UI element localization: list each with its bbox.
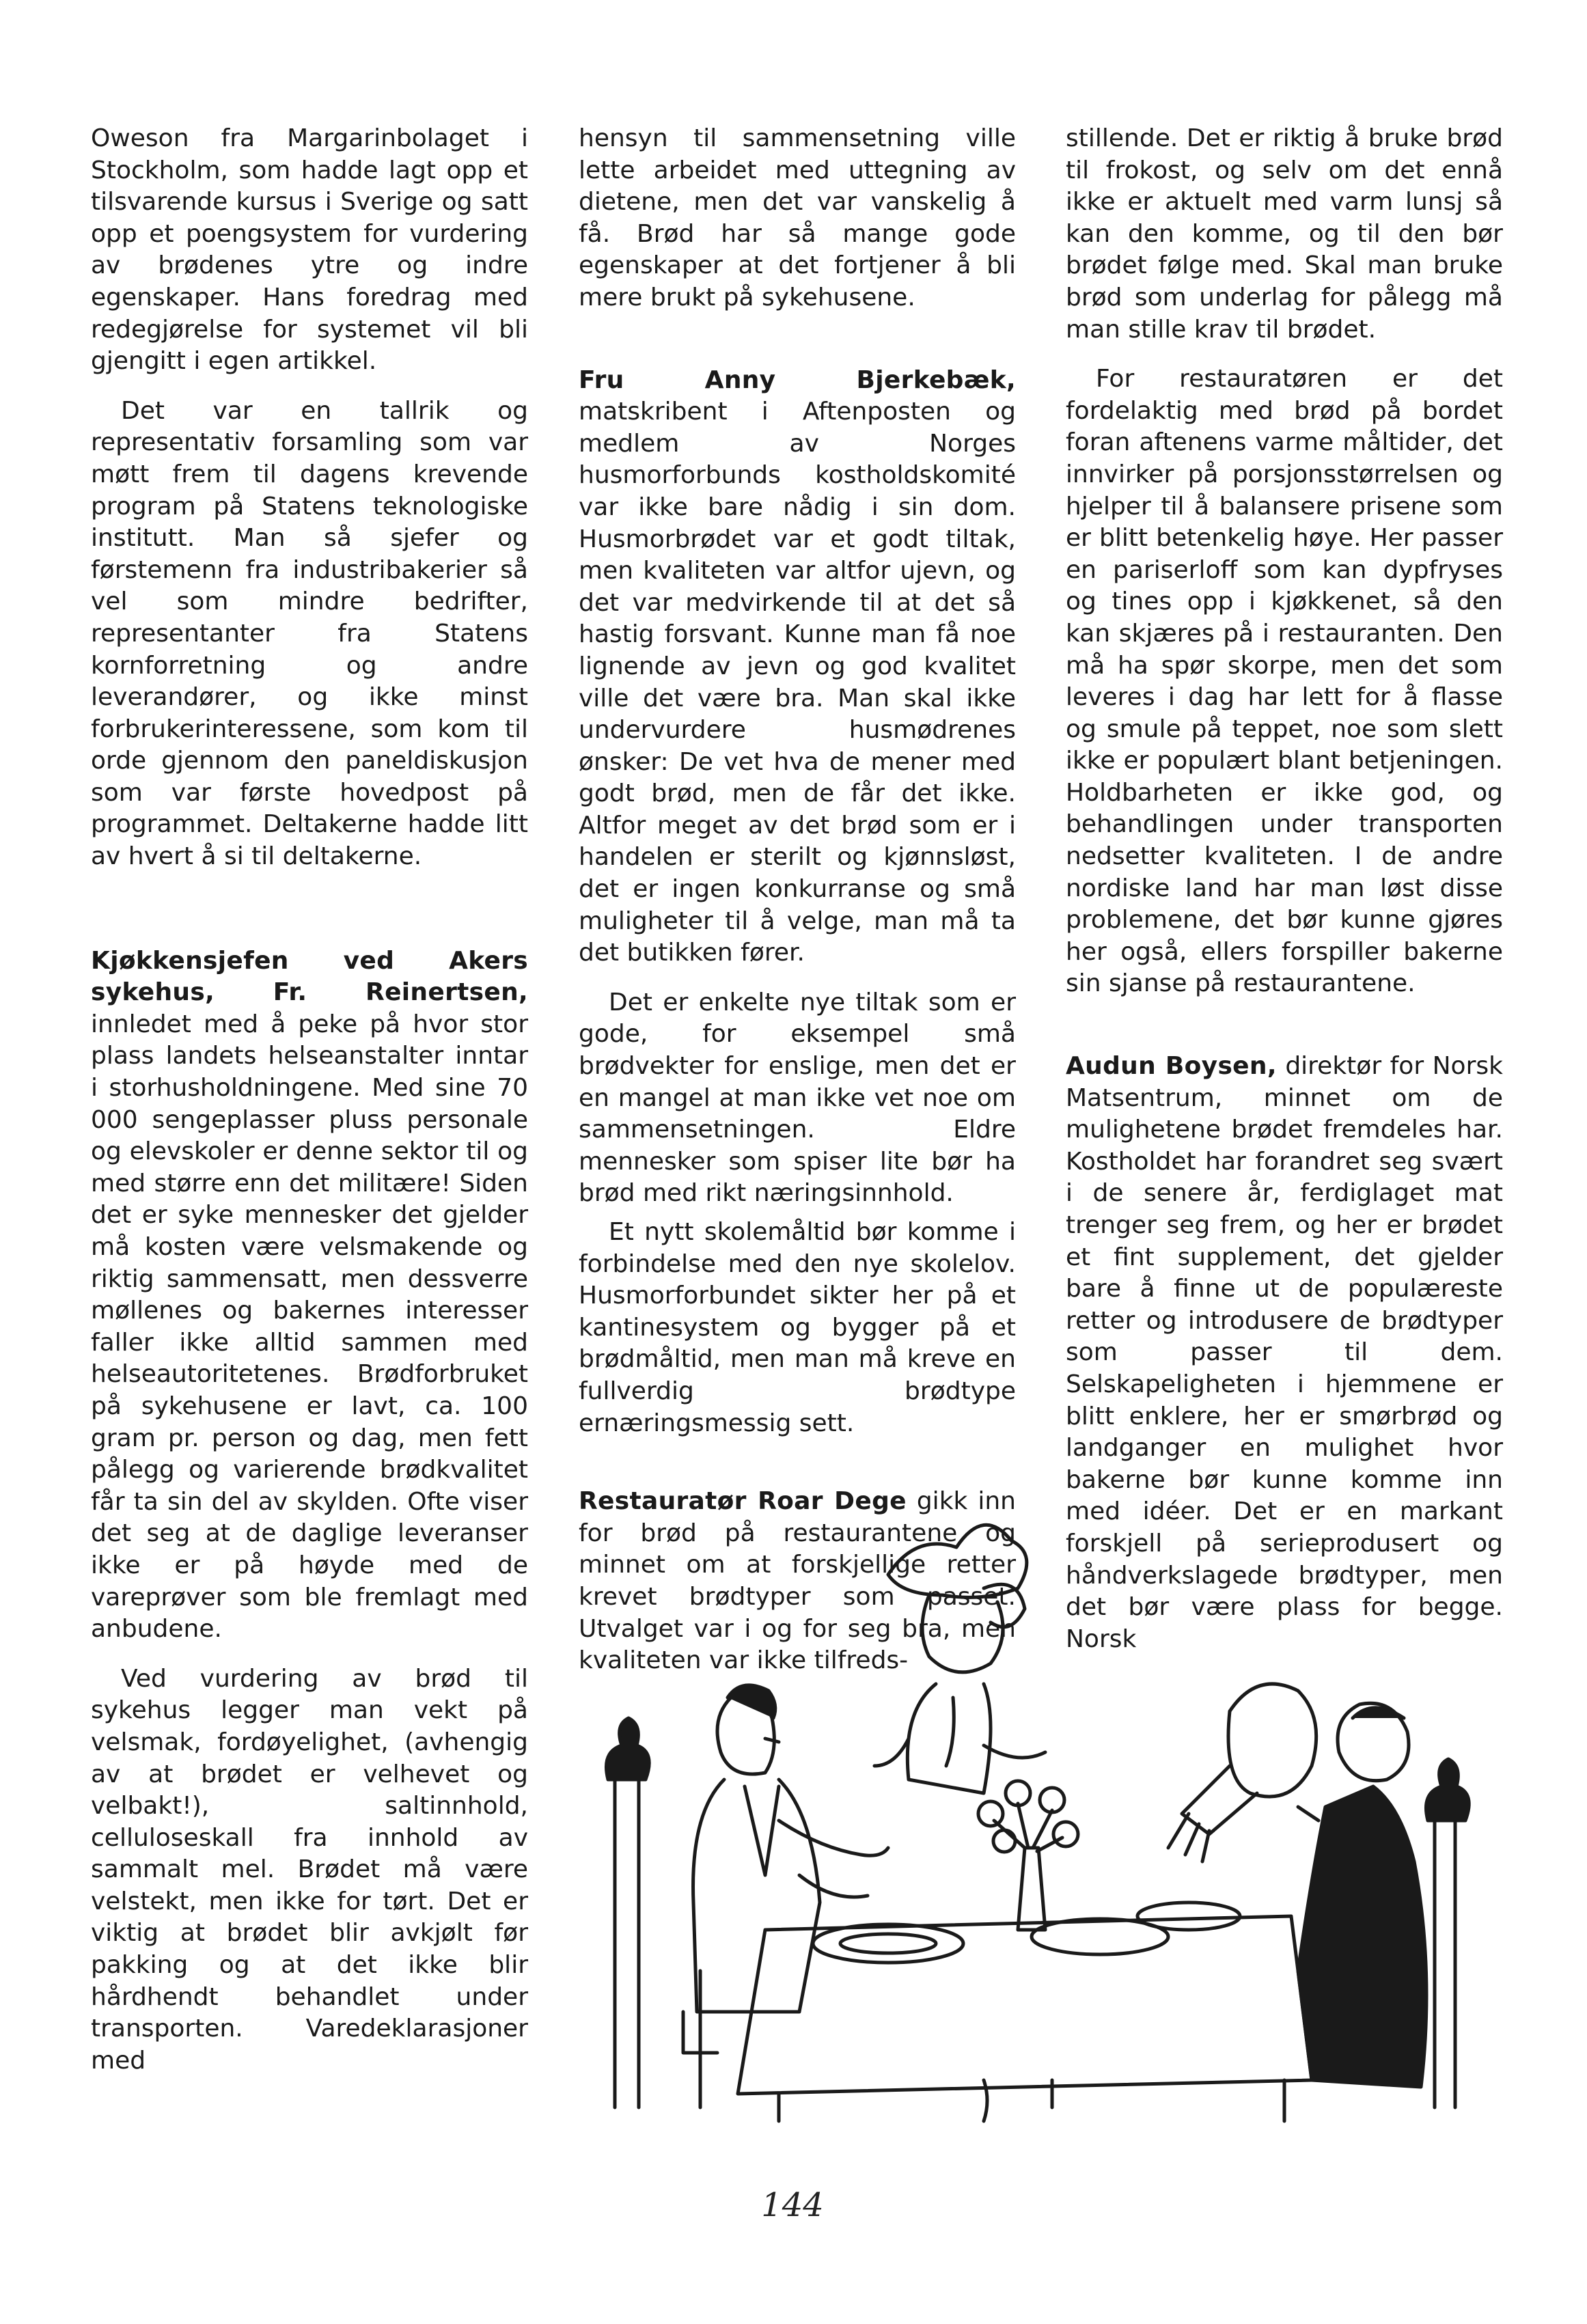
center-diner-woman <box>874 1525 1045 1793</box>
paragraph-body: gikk inn for brød på restaurantene og minnet om at forskjellige retter krevet brødtyper som passet. Utvalget var i og for seg bra, men kvaliteten var ikke tilfreds- <box>579 1487 1016 1675</box>
page-number: 144 <box>761 2186 824 2224</box>
right-chair <box>1426 1759 1469 2107</box>
right-diner <box>1168 1684 1426 2087</box>
soup-plate <box>813 1924 963 1963</box>
speaker-name: Kjøkkensjefen ved Akers sykehus, Fr. Reinertsen, <box>91 946 528 1007</box>
left-chair <box>607 1718 650 2107</box>
paragraph <box>91 945 528 1646</box>
speaker-name: Fru Anny Bjerkebæk, <box>579 365 1016 394</box>
text-column-1 <box>91 123 528 2094</box>
speaker-name: Restauratør Roar Dege <box>579 1487 907 1516</box>
paragraph: Oweson fra Margarinbolaget i Stockholm, som hadde lagt opp et tilsvarende kursus i Sverige og satt opp et poengsystem for vurdering av brødenes ytre og indre egenskaper. Hans foredrag med redegjørelse for systemet vil bli gjengitt i egen artikkel. <box>91 124 528 376</box>
paragraph: hensyn til sammensetning ville lette arbeidet med uttegning av dietene, men det var vanskelig å få. Brød har så mange gode egenskaper at det fortjener å bli mere brukt på sykehusene. <box>579 124 1016 312</box>
speaker-name: Audun Boysen, <box>1066 1052 1277 1081</box>
text-column-3 <box>1066 123 1503 1673</box>
text-column-2 <box>579 123 1016 1695</box>
paragraph-body: direktør for Norsk Matsentrum, minnet om de mulighetene brødet fremdeles har. Kostholdet har forandret seg svært i de senere år, ferdiglaget mat trenger seg frem, og her er brødet et fint supplement, det gjelder bare å finne ut de populæreste retter og introdusere de brødtyper som passer til dem. Selskapeligheten i hjemmene er blitt enklere, her er smørbrød og landganger en mulighet hvor bakerne bør kunne komme inn med idéer. Det er en markant forskjell på serieprodusert og håndverkslagede brødtyper, men det bør være plass for begge. Norsk <box>1066 1052 1503 1653</box>
paragraph: Det er enkelte nye tiltak som er gode, for eksempel små brødvekter for enslige, men det er en mangel at man ikke vet noe om sammensetningen. Eldre mennesker som spiser lite bør ha brød med rikt næringsinnhold. <box>579 988 1016 1208</box>
paragraph: Det var en tallrik og representativ forsamling som var møtt frem til dagens krevende program på Statens teknologiske institutt. Man så sjefer og førstemenn fra industribakerier så vel som mindre bedrifter, representanter fra Statens kornforretning og andre leverandører, og ikke minst forbrukerinteressene, som kom til orde gjennom den paneldiskusjon som var første hovedpost på programmet. Deltakerne hadde litt av hvert å si til deltakerne. <box>91 396 528 871</box>
paragraph-body: innledet med å peke på hvor stor plass landets helseanstalter inntar i storhusholdningene. Med sine 70 000 sengeplasser pluss personale og elevskoler er denne sektor til og med større enn det militære! Siden det er syke mennesker det gjelder må kosten være velsmakende og riktig sammensatt, men dessverre møllenes og bakernes interesser faller ikke alltid sammen med helseautoritetenes. Brødforbruket på sykehusene er lavt, ca. 100 gram pr. person og dag, men fett pålegg og varierende brødkvalitet får ta sin del av skylden. Ofte viser det seg at de daglige leveranser ikke er på høyde med de vareprøver som ble fremlagt med anbudene. <box>91 1010 528 1644</box>
paragraph: For restauratøren er det fordelaktig med brød på bordet foran aftenens varme måltider, det innvirker på porsjonsstørrelsen og hjelper til å balansere prisene som er blitt betenkelig høye. Her passer en pariserloff som kan dypfryses og tines opp i kjøkkenet, så den kan skjæres på i restauranten. Den må ha spør skorpe, men det som leveres i dag har lett for å flasse og smule på teppet, noe som slett ikke er populært blant betjeningen. Holdbarheten er ikke god, og behandlingen under transporten nedsetter kvaliteten. I de andre nordiske land har man løst disse problemene, det bør kunne gjøres her også, ellers forspiller bakerne sin sjanse på restaurantene. <box>1066 365 1503 998</box>
paragraph: Ved vurdering av brød til sykehus legger man vekt på velsmak, fordøyelighet, (avhengig av at brødet er velhevet og velbakt!), saltinnhold, celluloseskall fra innhold av sammalt mel. Brødet må være velstekt, men ikke for tørt. Det er viktig at brødet blir avkjølt før pakking og at det ikke blir hårdhendt behandlet under transporten. Varedeklarasjoner med <box>91 1664 528 2075</box>
dining-table <box>738 1916 1312 2121</box>
left-diner <box>683 1685 888 2107</box>
restaurant-cartoon-illustration <box>574 1493 1503 2148</box>
paragraph: Et nytt skolemåltid bør komme i forbindelse med den nye skolelov. Husmorforbundet sikter her på et kantinesystem og bygger på et brødmåltid, men man må kreve en fullverdig brødtype ernæringsmessig sett. <box>579 1218 1016 1437</box>
paragraph <box>579 365 1016 969</box>
paragraph: stillende. Det er riktig å bruke brød til frokost, og selv om det ennå ikke er aktuelt med varm lunsj så kan den komme, og til den bør brødet følge med. Skal man bruke brød som underlag for pålegg må man stille krav til brødet. <box>1066 124 1503 344</box>
flower-vase <box>978 1781 1078 1930</box>
paragraph-body: matskribent i Aftenposten og medlem av Norges husmorforbunds kostholdskomité var ikke bare nådig i sin dom. Husmorbrødet var et godt tiltak, men kvaliteten var altfor ujevn, og det var medvirkende til at det så hastig forsvant. Kunne man få noe lignende av jevn og god kvalitet ville det være bra. Man skal ikke undervurdere husmødrenes ønsker: De vet hva de mener med godt brød, men de får det ikke. Altfor meget av det brød som er i handelen er sterilt og kjønnsløst, det er ingen konkurranse og små muligheter til å velge, man må ta det butikken fører. <box>579 398 1016 967</box>
